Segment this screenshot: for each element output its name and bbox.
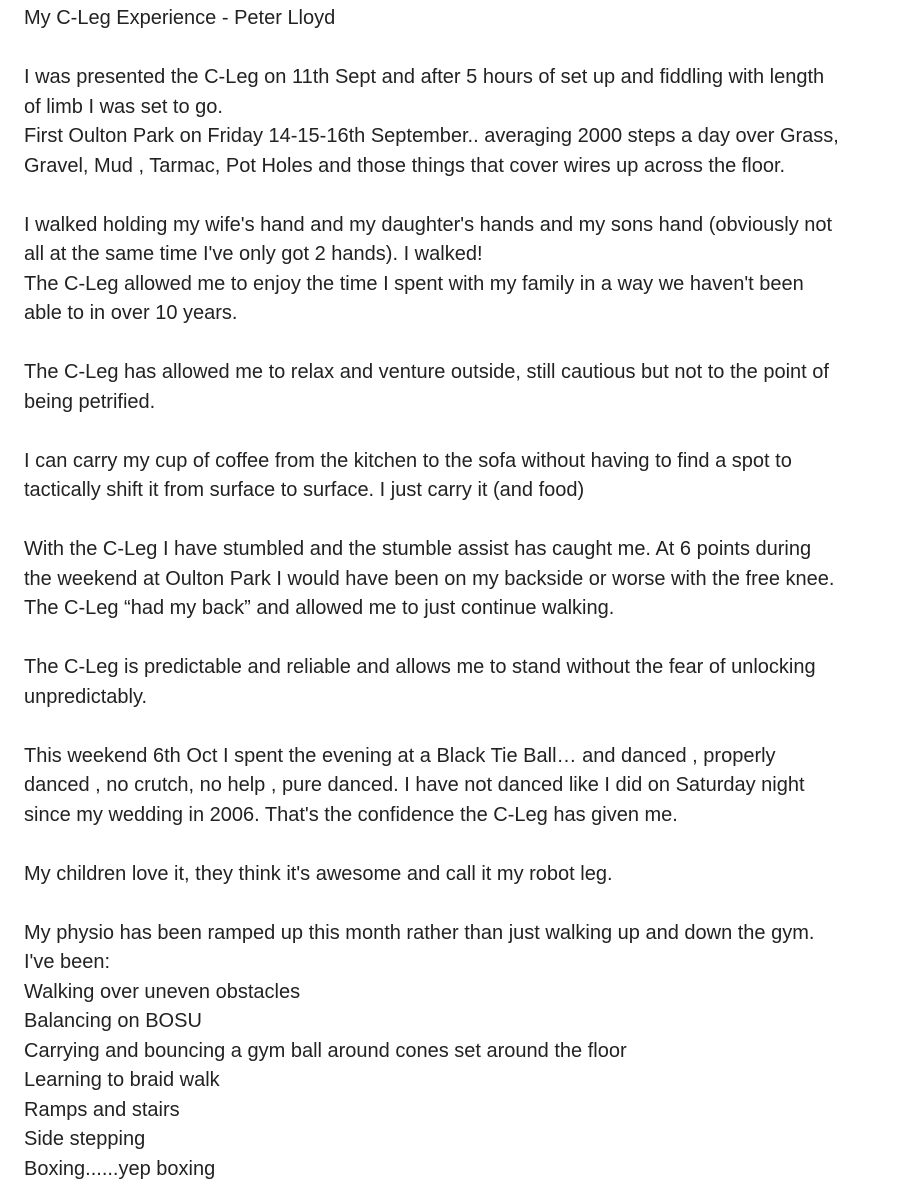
paragraph-children-robot-leg <box>24 860 896 890</box>
list-item: Side stepping <box>24 1128 146 1150</box>
paragraph-carry-coffee <box>24 447 896 506</box>
paragraph-venture-outside <box>24 358 896 417</box>
list-item: Walking over uneven obstacles <box>24 980 301 1003</box>
text-line: since my wedding in 2006. That's the confidence the C-Leg has given me. <box>24 803 678 826</box>
text-line: danced , no crutch, no help , pure danced. I have not danced like I did on Saturday night <box>24 774 805 796</box>
text-line: My children love it, they think it's awesome and call it my robot leg. <box>24 862 613 885</box>
document-page <box>24 0 896 1184</box>
list-item: Ramps and stairs <box>24 1098 180 1121</box>
paragraph-black-tie-ball <box>24 742 896 831</box>
list-item: Learning to braid walk <box>24 1069 220 1091</box>
text-line: I walked holding my wife's hand and my daughter's hands and my sons hand (obviously not <box>24 213 833 236</box>
paragraph-c-leg-setup <box>24 63 896 181</box>
text-line: I was presented the C-Leg on 11th Sept and after 5 hours of set up and fiddling with length <box>24 66 825 88</box>
document-title: My C-Leg Experience - Peter Lloyd <box>24 7 336 29</box>
text-line: The C-Leg allowed me to enjoy the time I spent with my family in a way we haven't been <box>24 272 804 295</box>
text-line: of limb I was set to go. <box>24 95 223 118</box>
text-line: My physio has been ramped up this month rather than just walking up and down the gym. <box>24 921 815 944</box>
text-line: all at the same time I've only got 2 hands). I walked! <box>24 243 483 265</box>
text-line: able to in over 10 years. <box>24 302 238 324</box>
text-line: tactically shift it from surface to surface. I just carry it (and food) <box>24 479 585 501</box>
list-item: Boxing......yep boxing <box>24 1157 216 1180</box>
text-line: being petrified. <box>24 390 156 413</box>
list-item: Balancing on BOSU <box>24 1010 202 1032</box>
text-line: This weekend 6th Oct I spent the evening at a Black Tie Ball… and danced , properly <box>24 744 776 767</box>
text-line: First Oulton Park on Friday 14-15-16th September.. averaging 2000 steps a day over Grass, <box>24 125 839 147</box>
text-line: The C-Leg is predictable and reliable and allows me to stand without the fear of unlocking <box>24 656 816 678</box>
text-line: unpredictably. <box>24 685 148 708</box>
paragraph-walking-with-family <box>24 211 896 329</box>
text-line: I can carry my cup of coffee from the kitchen to the sofa without having to find a spot to <box>24 449 792 472</box>
paragraph-physio-list <box>24 919 896 1185</box>
paragraph-stumble-assist <box>24 535 896 624</box>
text-line: the weekend at Oulton Park I would have been on my backside or worse with the free knee. <box>24 567 835 590</box>
text-line: The C-Leg “had my back” and allowed me to just continue walking. <box>24 597 615 619</box>
text-line: The C-Leg has allowed me to relax and venture outside, still cautious but not to the point of <box>24 361 829 383</box>
text-line: With the C-Leg I have stumbled and the stumble assist has caught me. At 6 points during <box>24 538 812 560</box>
paragraph-predictable-reliable <box>24 653 896 712</box>
list-item: Carrying and bouncing a gym ball around cones set around the floor <box>24 1039 627 1062</box>
text-line: Gravel, Mud , Tarmac, Pot Holes and those things that cover wires up across the floor. <box>24 154 786 177</box>
text-line: I've been: <box>24 951 111 973</box>
